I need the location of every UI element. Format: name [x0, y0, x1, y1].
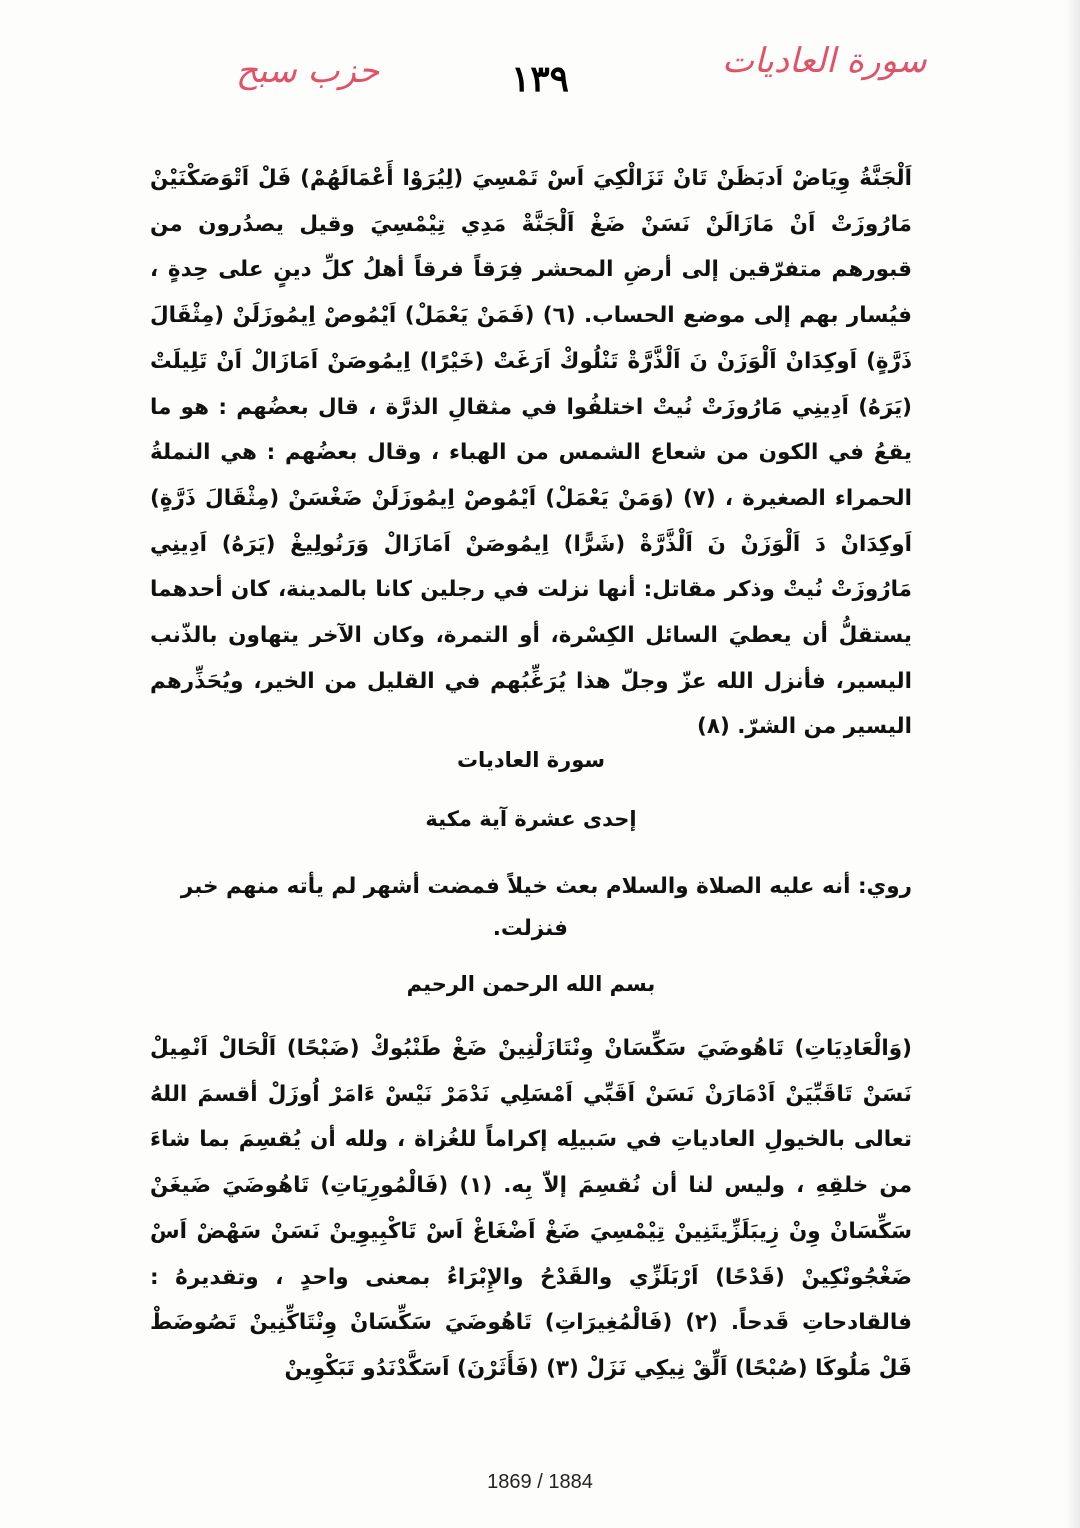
narration-line-2: فنزلت. — [492, 916, 568, 941]
surah-title: سورة العاديات — [456, 748, 606, 772]
basmala: بسم الله الرحمن الرحيم — [406, 972, 656, 996]
handwritten-hizb-note: حزب سبح — [236, 51, 380, 91]
handwritten-surah-note: سورة العاديات — [722, 41, 927, 81]
revelation-narration — [150, 866, 912, 950]
narration-line-1: روي: أنه عليه الصلاة والسلام بعث خيلاً فمضت أشهر لم يأته منهم خبر — [180, 874, 912, 899]
page-edge-shadow — [1066, 0, 1080, 1528]
ayah-count-subtitle: إحدى عشرة آية مكية — [425, 807, 637, 831]
commentary-paragraph-1: اَلْجَنَّةُ وِيَاضْ اَدبَظَنْ تَانْ تَزَالْكِيَ اَسْ تَمْسِيَ (لِيُرَوْا أَعْمَالَهُمْ) فَلْ اَتْوَصَكْنَيْنْ مَارُوزَتْ اَنْ مَازَالَنْ نَسَنْ ضَغْ اَلْجَنَّةْ مَدِي تِيْمْسِيَ وقيل يصدُرون من قبورهم متفرّقين إلى أرضِ المحشر فِرَقاً فرقاً أهلُ كلِّ دينٍ على حِدةٍ ، فيُسار بهم إلى موضع الحساب. (٦) (فَمَنْ يَعْمَلْ) اَيْمُوصْ اِيمُوزَلَنْ (مِثْقَالَ ذَرَّةٍ) اَوكِدَانْ اَلْوَزَنْ نَ اَلْذَّرَّةْ تَنْلُوكْ اَرَغَتْ (خَيْرًا) اِيمُوصَنْ اَمَازَالْ اَنْ تَلِيلَتْ (يَرَهُ) اَدِينِي مَارُوزَتْ نُيتْ اختلفُوا في مثقالِ الذرَّة ، قال بعضُهم : هو ما يقعُ في الكون من شعاع الشمس من الهباء ، وقال بعضُهم : هي النملةُ الحمراء الصغيرة ، (٧) (وَمَنْ يَعْمَلْ) اَيْمُوصْ اِيمُوزَلَنْ ضَغْسَنْ (مِثْقَالَ ذَرَّةٍ) اَوكِدَانْ دَ اَلْوَزَنْ نَ اَلْذَّرَّةْ (شَرًّا) اِيمُوصَنْ اَمَازَالْ وَرَنُولِيغْ (يَرَهُ) اَدِينِي مَارُوزَتْ نُيتْ وذكر مقاتل: أنها نزلت في رجلين كانا بالمدينة، كان أحدهما يستقلُّ أن يعطيَ السائل الكِسْرة، أو التمرة، وكان الآخر يتهاون بالذّنب اليسير، فأنزل الله عزّ وجلّ هذا يُرَغِّبُهم في القليل من الخير، ويُحَذِّرهم اليسير من الشرّ. (٨) — [150, 166, 912, 740]
page-number: ١٣٩ — [510, 58, 569, 100]
page-counter-footer: 1869 / 1884 — [487, 1471, 593, 1493]
commentary-paragraph-2: (وَالْعَادِيَاتِ) تَاهُوضَيَ سَكِّسَانْ وِنْتَازَلْنِينْ ضَغْ طَنْبُوكْ (ضَبْحًا) اَلْحَالْ اَنْمِيلْ نَسَنْ تَاقَبِّيَنْ اَدْمَارَنْ نَسَنْ اَقَبِّي اَمْسَلِي نَدْمَرْ نَيْسْ ءَامَرْ اُوزَلْ أقسمَ اللهُ تعالى بالخيولِ العادياتِ في سَبيلِه إكراماً للغُزاة ، ولله أن يُقسِمَ بما شاءَ من خلقِهِ ، وليس لنا أن نُقسِمَ إلاّ بِه. (١) (فَالْمُورِيَاتِ) تَاهُوضَيَ ضَيغَنْ سَكِّسَانْ وِنْ زِيبَلَزِّيتَنِينْ تِيْمْسِيَ ضَغْ اَضْغَاغْ اَسْ تَاكْبِيوِينْ نَسَنْ سَهْضْ اَسْ ضَغْجُونْكِينْ (قَدْحًا) اَرْبَلَزِّي والقَدْحُ والإِبْرَاءُ بمعنى واحدٍ ، وتقديرهُ : فالقادحاتِ قَدحاً. (٢) (فَالْمُغِيرَاتِ) تَاهُوضَيَ سَكِّسَانْ وِنْتَاكِّنِينْ تَصُوضَطْ فَلْ مَلُوكَا (صُبْحًا) اَلِّقْ نِيكِي نَزَلْ (٣) (فَأَثَرْنَ) اَسَكَّدْنَدُو تَبَكْوِينْ — [150, 1036, 913, 1381]
